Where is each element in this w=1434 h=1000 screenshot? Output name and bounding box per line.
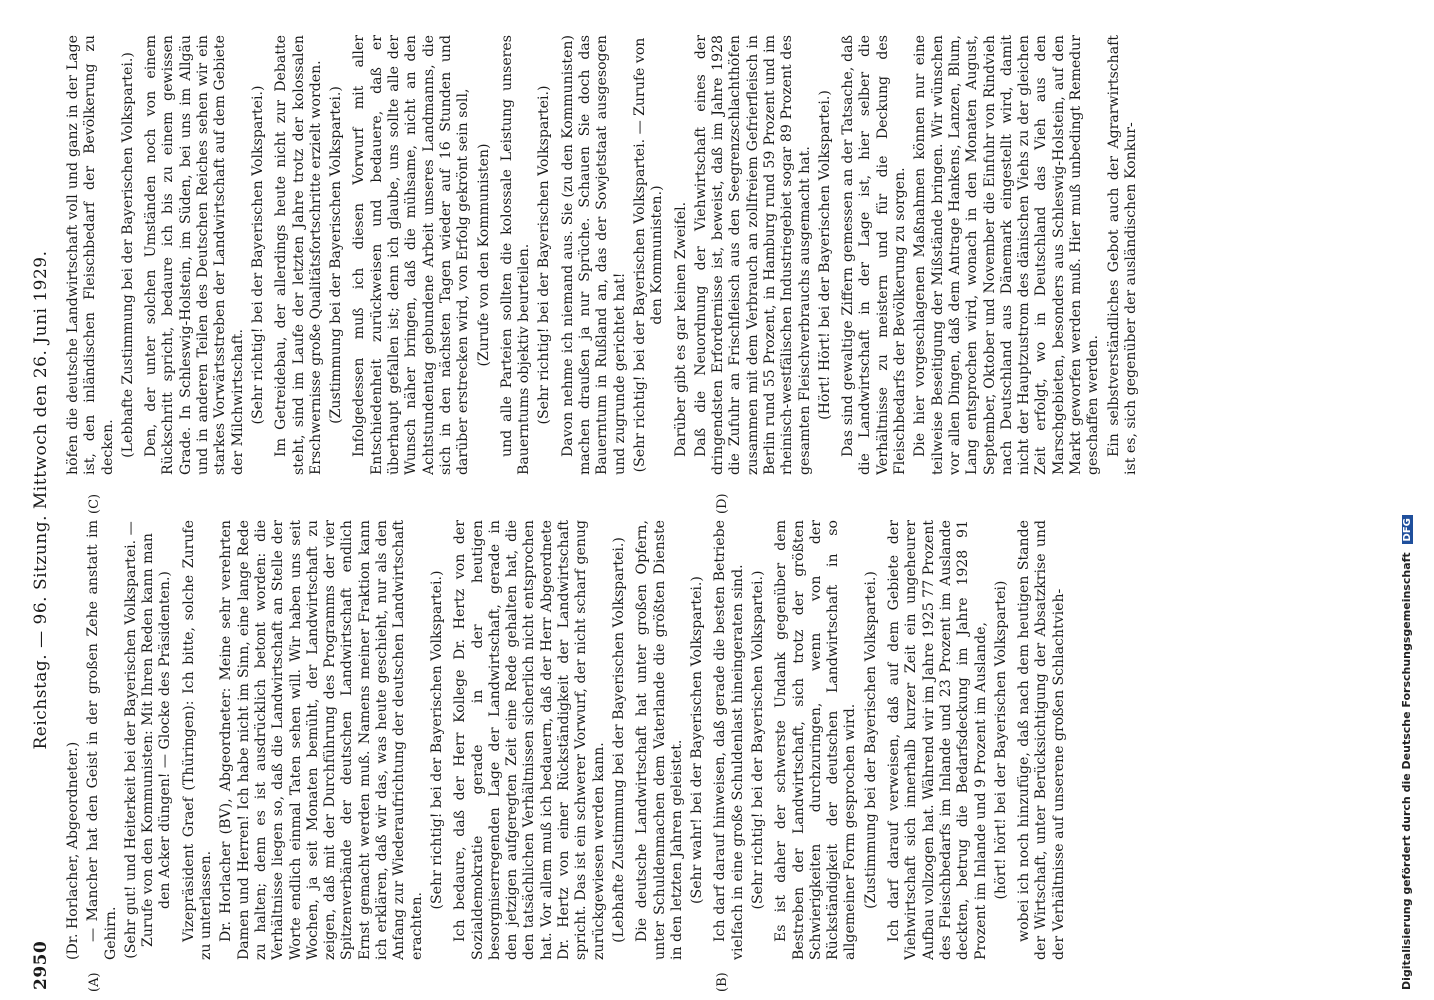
- paragraph: (Sehr gut! und Heiterkeit bei der Bayerischen Volkspartei. — Zurufe von den Kommunisten: Mit Ihren Reden kann man den Acker düngen! — Glocke des Präsidenten.): [122, 521, 174, 959]
- paragraph: Davon nehme ich niemand aus. Sie (zu den Kommunisten) machen draußen ja nur Sprüche. Schauen Sie doch das Bauerntum in Rußland an, das der Sowjetstaat ausgesogen und zugrunde gerichtet hat!: [559, 35, 628, 475]
- page-title: Reichstag. — 96. Sitzung. Mittwoch den 26. Juni 1929.: [31, 250, 51, 750]
- paragraph: (Zustimmung bei der Bayerischen Volkspartei.): [328, 86, 345, 424]
- paragraph: (Sehr wahr! bei der Bayerischen Volkspartei.): [689, 576, 706, 904]
- paragraph: — Mancher hat den Geist in der großen Zehe anstatt im Gehirn.: [85, 520, 119, 960]
- paragraph: Ich darf darauf verweisen, daß auf dem Gebiete der Viehwirtschaft sich innerhalb kurzer Zeit ein ungeheurer Aufbau vollzogen hat. Während wir im Jahre 1925 77 Prozent des Fleischbedarfs im Inlande und 23 Prozent im Auslande deckten, betrug die Bedarfsdeckung im Jahre 1928 91 Prozent im Inlande und 9 Prozent im Auslande,: [886, 520, 989, 960]
- paragraph: Ein selbstverständliches Gebot auch der Agrarwirtschaft ist es, sich gegenüber der ausländischen Konkur-: [1105, 35, 1139, 475]
- page-header: [25, 0, 59, 1000]
- paragraph: Darüber gibt es gar keinen Zweifel.: [672, 201, 689, 457]
- paragraph: wobei ich noch hinzufüge, daß nach dem heutigen Stande der Wirtschaft, unter Berücksichtigung der Absatzkrise und der Verhältnisse auf unserene großen Schlachtvieh-: [1016, 520, 1067, 960]
- paragraph: Das sind gewaltige Ziffern gemessen an der Tatsache, daß die Landwirtschaft in der Lage ist, hier selber die Verhältnisse zu meistern und für die Deckung des Fleischbedarfs der Bevölkerung zu sorgen.: [840, 35, 909, 475]
- margin-marker-a: (A): [87, 972, 102, 992]
- paragraph: Dr. Horlacher (BV), Abgeordneter: Meine sehr verehrten Damen und Herren! Ich habe nicht im Sinn, eine lange Rede zu halten; denn es ist ausdrücklich betont worden: die Verhältnisse liegen so, daß die Landwirtschaft an Stelle der Worte endlich einmal Taten sehen will. Wir haben uns seit Wochen, ja seit Monaten bemüht, der Landwirtschaft zu zeigen, daß mit der Durchführung des Programms der vier Spitzenverbände der deutschen Landwirtschaft endlich Ernst gemacht werden muß. Namens meiner Fraktion kann ich erklären, daß wir das, was heute geschieht, nur als den Anfang zur Wiederaufrichtung der deutschen Landwirtschaft erachten.: [218, 520, 425, 960]
- paragraph: (Sehr richtig! bei der Bayerischen Volkspartei.): [428, 570, 445, 910]
- left-column: [65, 520, 1350, 960]
- paragraph: (Sehr richtig! bei der Bayerischen Volkspartei.): [749, 570, 766, 910]
- paragraph: (Zurufe von den Kommunisten): [475, 143, 492, 367]
- paragraph: Daß die Neuordnung der Viehwirtschaft eines der dringendsten Erfordernisse ist, beweist, daß im Jahre 1928 die Zufuhr an Frischfleisch aus den Seegrenzschlachthöfen zusammen mit dem Verbrauch an zollfreiem Gefrierfleisch in Berlin rund 55 Prozent, in Hamburg rund 59 Prozent und im rheinisch-westfälischen Industriegebiet sogar 89 Prozent des gesamten Fleischverbrauchs ausgemacht hat.: [692, 35, 813, 475]
- paragraph: höfen die deutsche Landwirtschaft voll und ganz in der Lage ist, den inländischen Fleischbedarf der Bevölkerung zu decken.: [65, 35, 116, 475]
- side-note-text: Digitalisierung gefördert durch die Deutsche Forschungsgemeinschaft: [1400, 552, 1413, 990]
- paragraph: und alle Parteien sollten die kolossale Leistung unseres Bauerntums objektiv beurteilen.: [498, 35, 533, 475]
- paragraph: (Sehr richtig! bei der Bayerischen Volkspartei.): [249, 85, 266, 425]
- paragraph: (hört! hört! bei der Bayerischen Volkspartei): [992, 580, 1009, 900]
- paragraph: (Zustimmung bei der Bayerischen Volkspartei.): [862, 571, 879, 909]
- paragraph: Ich darf darauf hinweisen, daß gerade die besten Betriebe vielfach in eine große Schuldenlast hineingeraten sind.: [712, 520, 746, 960]
- paragraph: (Dr. Horlacher, Abgeordneter.): [65, 741, 81, 960]
- paragraph: Den, der unter solchen Umständen noch von einem Rückschritt spricht, bedaure ich bis zu einem gewissen Grade. In Schleswig-Holstein, im Süden, bei uns im Allgäu und in anderen Teilen des Deutschen Reiches sehen wir ein starkes Vorwärtsstreben der Landwirtschaft auf dem Gebiete der Milchwirtschaft.: [143, 35, 246, 475]
- paragraph: (Lebhafte Zustimmung bei der Bayerischen Volkspartei.): [610, 537, 627, 943]
- dfg-side-note: [1400, 10, 1424, 990]
- dfg-logo: DFG: [1402, 515, 1413, 544]
- paragraph: Die hier vorgeschlagenen Maßnahmen können nur eine teilweise Beseitigung der Mißstände bringen. Wir wünschen vor allen Dingen, daß dem Antrage Hankens, Lanzen, Blum, Lang entsprochen wird, wonach in den Monaten August, September, Oktober und November die Einfuhr von Rindvieh nach Deutschland aus Dänemark eingestellt wird, damit nicht der Hauptzustrom des dänischen Viehs zu der gleichen Zeit erfolgt, wo in Deutschland das Vieh aus den Marschgebieten, besonders aus Schleswig-Holstein, auf den Markt geworfen werden muß. Hier muß unbedingt Remedur geschaffen werden.: [912, 35, 1102, 475]
- margin-marker-b: (B): [715, 972, 730, 992]
- rotated-page: [25, 0, 1365, 1000]
- paragraph: Ich bedaure, daß der Herr Kollege Dr. Hertz von der Sozialdemokratie gerade in der heutigen besorgniserregenden Lage der Landwirtschaft, gerade in den jetzigen aufgeregten Zeit eine Rede gehalten hat, die den tatsächlichen Verhältnissen sicherlich nicht entsprochen hat. Vor allem muß ich bedauern, daß der Herr Abgeordnete Dr. Hertz von einer Rückständigkeit der Landwirtschaft spricht. Das ist ein schwerer Vorwurf, der nicht scharf genug zurückgewiesen werden kann.: [452, 520, 607, 960]
- paragraph: (Lebhafte Zustimmung bei der Bayerischen Volkspartei.): [119, 52, 136, 458]
- page-number: 2950: [31, 940, 51, 990]
- paragraph: Es ist daher der schwerste Undank gegenüber dem Bestreben der Landwirtschaft, sich trotz der größten Schwierigkeiten durchzuringen, wenn von der Rückständigkeit der deutschen Landwirtschaft in so allgemeiner Form gesprochen wird.: [773, 520, 859, 960]
- margin-marker-c: (C): [87, 493, 102, 514]
- right-column: [65, 35, 1350, 475]
- paragraph: Im Getreidebau, der allerdings heute nicht zur Debatte steht, sind im Laufe der letzten Jahre trotz der kolossalen Erschwernisse große Qualitätsfortschritte erzielt worden.: [273, 35, 324, 475]
- paragraph: (Sehr richtig! bei der Bayerischen Volkspartei.): [536, 85, 553, 425]
- margin-marker-d: (D): [715, 493, 730, 514]
- paragraph: Die deutsche Landwirtschaft hat unter großen Opfern, unter Schuldenmachen dem Vaterlande die größten Dienste in den letzten Jahren geleistet.: [634, 520, 685, 960]
- paragraph: Infolgedessen muß ich diesen Vorwurf mit aller Entschiedenheit zurückweisen und bedauere, daß er überhaupt gefallen ist; denn ich glaube, uns sollte alle der Wunsch näher bringen, daß die mühsame, nicht an den Achtstundentag gebundene Arbeit unseres Landmanns, die sich in den nächsten Tagen wieder auf 16 Stunden und darüber erstrecken wird, von Erfolg gekrönt sein soll,: [351, 35, 472, 475]
- paragraph: Vizepräsident Graef (Thüringen): Ich bitte, solche Zurufe zu unterlassen.: [180, 520, 215, 960]
- paragraph: (Hört! Hört! bei der Bayerischen Volkspartei.): [816, 90, 833, 420]
- paragraph: (Sehr richtig! bei der Bayerischen Volkspartei. — Zurufe von den Kommunisten.): [631, 37, 666, 473]
